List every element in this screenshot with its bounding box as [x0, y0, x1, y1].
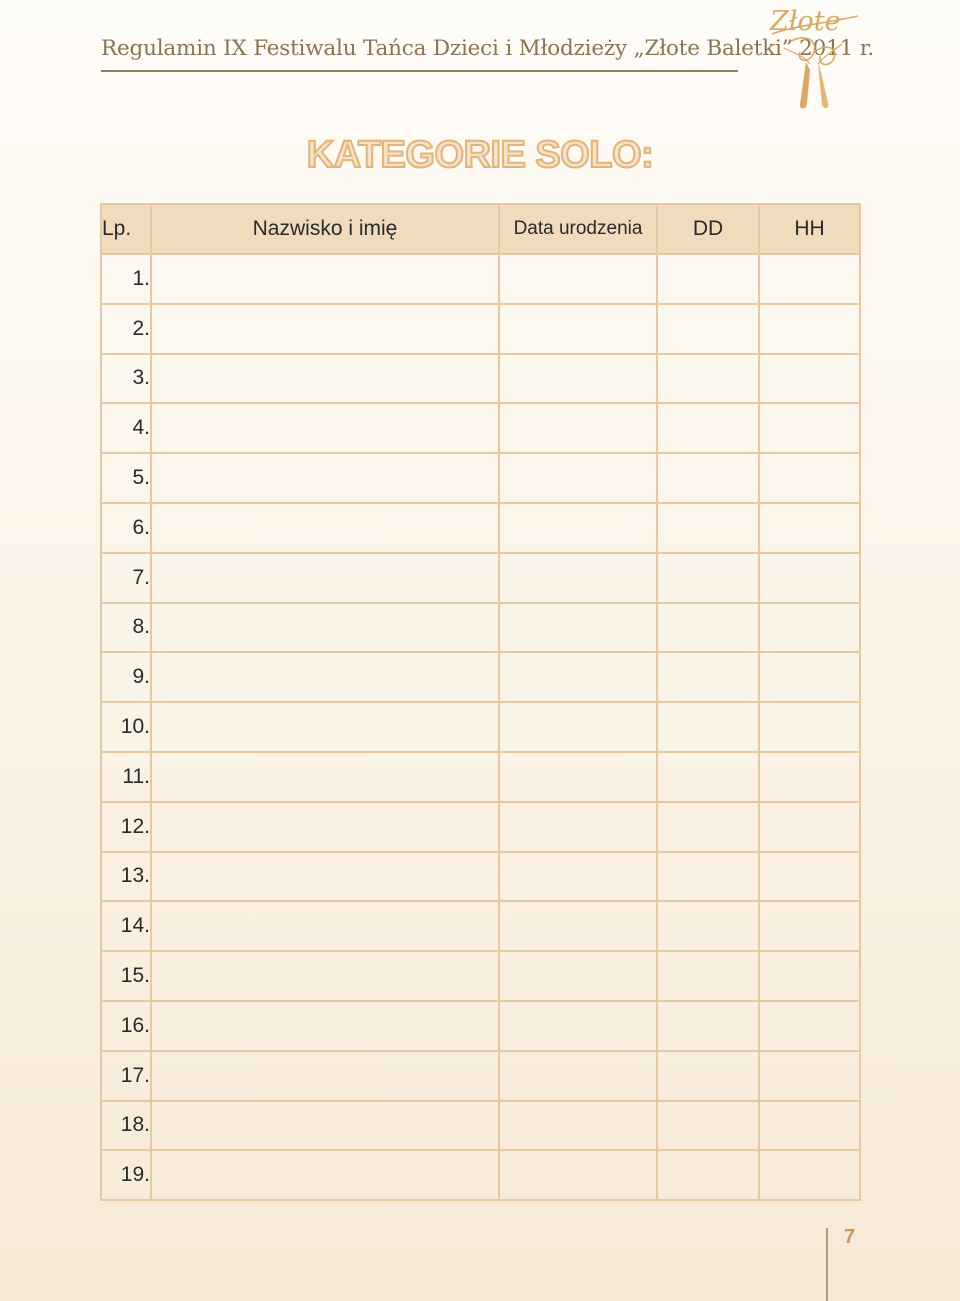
table-row — [101, 901, 860, 951]
birthdate-input-cell[interactable] — [499, 852, 657, 902]
birthdate-input-cell[interactable] — [499, 951, 657, 1001]
birthdate-input-cell[interactable] — [499, 1101, 657, 1151]
dd-input-cell[interactable] — [657, 503, 759, 553]
row-number-cell: 12. — [101, 802, 151, 852]
section-title: KATEGORIE SOLO: — [306, 134, 654, 176]
birthdate-input-cell[interactable] — [499, 652, 657, 702]
header-divider — [101, 70, 738, 72]
dd-input-cell[interactable] — [657, 802, 759, 852]
dd-input-cell[interactable] — [657, 1150, 759, 1200]
table-row — [101, 752, 860, 802]
hh-input-cell[interactable] — [759, 1150, 860, 1200]
dd-input-cell[interactable] — [657, 453, 759, 503]
table-row — [101, 603, 860, 653]
dd-input-cell[interactable] — [657, 304, 759, 354]
ballet-shoes-logo-icon — [762, 4, 866, 112]
dd-input-cell[interactable] — [657, 901, 759, 951]
row-number-cell: 11. — [101, 752, 151, 802]
row-number-cell: 9. — [101, 652, 151, 702]
name-input-cell[interactable] — [151, 752, 499, 802]
name-input-cell[interactable] — [151, 852, 499, 902]
row-number-cell: 4. — [101, 403, 151, 453]
name-input-cell[interactable] — [151, 304, 499, 354]
name-input-cell[interactable] — [151, 951, 499, 1001]
dd-input-cell[interactable] — [657, 254, 759, 304]
table-row — [101, 304, 860, 354]
birthdate-input-cell[interactable] — [499, 354, 657, 404]
table-row — [101, 503, 860, 553]
page-number: 7 — [844, 1226, 856, 1248]
column-header-birthdate: Data urodzenia — [499, 204, 657, 254]
footer-divider — [826, 1228, 828, 1301]
table-row — [101, 1101, 860, 1151]
dd-input-cell[interactable] — [657, 553, 759, 603]
dd-input-cell[interactable] — [657, 1001, 759, 1051]
name-input-cell[interactable] — [151, 354, 499, 404]
table-row — [101, 403, 860, 453]
name-input-cell[interactable] — [151, 254, 499, 304]
row-number-cell: 2. — [101, 304, 151, 354]
dd-input-cell[interactable] — [657, 354, 759, 404]
row-number-cell: 5. — [101, 453, 151, 503]
hh-input-cell[interactable] — [759, 254, 860, 304]
row-number-cell: 16. — [101, 1001, 151, 1051]
dd-input-cell[interactable] — [657, 403, 759, 453]
hh-input-cell[interactable] — [759, 752, 860, 802]
name-input-cell[interactable] — [151, 901, 499, 951]
birthdate-input-cell[interactable] — [499, 553, 657, 603]
table-row — [101, 652, 860, 702]
hh-input-cell[interactable] — [759, 603, 860, 653]
column-header-lp: Lp. — [101, 204, 151, 254]
birthdate-input-cell[interactable] — [499, 453, 657, 503]
table-row — [101, 951, 860, 1001]
hh-input-cell[interactable] — [759, 852, 860, 902]
dd-input-cell[interactable] — [657, 852, 759, 902]
name-input-cell[interactable] — [151, 1001, 499, 1051]
row-number-cell: 8. — [101, 603, 151, 653]
birthdate-input-cell[interactable] — [499, 603, 657, 653]
dd-input-cell[interactable] — [657, 702, 759, 752]
birthdate-input-cell[interactable] — [499, 304, 657, 354]
logo-text: Złote — [770, 6, 841, 37]
column-header-dd: DD — [657, 204, 759, 254]
birthdate-input-cell[interactable] — [499, 702, 657, 752]
hh-input-cell[interactable] — [759, 702, 860, 752]
row-number-cell: 7. — [101, 553, 151, 603]
row-number-cell: 19. — [101, 1150, 151, 1200]
birthdate-input-cell[interactable] — [499, 1051, 657, 1101]
row-number-cell: 3. — [101, 354, 151, 404]
table-row — [101, 852, 860, 902]
table-row — [101, 254, 860, 304]
dd-input-cell[interactable] — [657, 951, 759, 1001]
table-row — [101, 702, 860, 752]
table-row — [101, 802, 860, 852]
name-input-cell[interactable] — [151, 553, 499, 603]
name-input-cell[interactable] — [151, 1150, 499, 1200]
hh-input-cell[interactable] — [759, 453, 860, 503]
column-header-name: Nazwisko i imię — [151, 204, 499, 254]
hh-input-cell[interactable] — [759, 1001, 860, 1051]
dd-input-cell[interactable] — [657, 1051, 759, 1101]
name-input-cell[interactable] — [151, 652, 499, 702]
table-row — [101, 354, 860, 404]
birthdate-input-cell[interactable] — [499, 254, 657, 304]
dd-input-cell[interactable] — [657, 752, 759, 802]
birthdate-input-cell[interactable] — [499, 752, 657, 802]
hh-input-cell[interactable] — [759, 1101, 860, 1151]
row-number-cell: 18. — [101, 1101, 151, 1151]
dd-input-cell[interactable] — [657, 603, 759, 653]
name-input-cell[interactable] — [151, 802, 499, 852]
hh-input-cell[interactable] — [759, 304, 860, 354]
birthdate-input-cell[interactable] — [499, 802, 657, 852]
hh-input-cell[interactable] — [759, 951, 860, 1001]
hh-input-cell[interactable] — [759, 901, 860, 951]
name-input-cell[interactable] — [151, 1101, 499, 1151]
row-number-cell: 13. — [101, 852, 151, 902]
document-header-title: Regulamin IX Festiwalu Tańca Dzieci i Młodzieży „Złote Baletki” 2011 r. — [101, 36, 875, 61]
hh-input-cell[interactable] — [759, 553, 860, 603]
name-input-cell[interactable] — [151, 603, 499, 653]
row-number-cell: 15. — [101, 951, 151, 1001]
table-header-row — [101, 204, 860, 254]
hh-input-cell[interactable] — [759, 1051, 860, 1101]
name-input-cell[interactable] — [151, 1051, 499, 1101]
hh-input-cell[interactable] — [759, 802, 860, 852]
hh-input-cell[interactable] — [759, 652, 860, 702]
table-row — [101, 553, 860, 603]
table-row — [101, 1001, 860, 1051]
birthdate-input-cell[interactable] — [499, 503, 657, 553]
row-number-cell: 17. — [101, 1051, 151, 1101]
birthdate-input-cell[interactable] — [499, 403, 657, 453]
name-input-cell[interactable] — [151, 403, 499, 453]
dd-input-cell[interactable] — [657, 652, 759, 702]
hh-input-cell[interactable] — [759, 354, 860, 404]
name-input-cell[interactable] — [151, 503, 499, 553]
name-input-cell[interactable] — [151, 453, 499, 503]
hh-input-cell[interactable] — [759, 403, 860, 453]
birthdate-input-cell[interactable] — [499, 901, 657, 951]
column-header-hh: HH — [759, 204, 860, 254]
hh-input-cell[interactable] — [759, 503, 860, 553]
row-number-cell: 6. — [101, 503, 151, 553]
dd-input-cell[interactable] — [657, 1101, 759, 1151]
solo-category-table — [100, 203, 861, 1201]
table-row — [101, 453, 860, 503]
row-number-cell: 10. — [101, 702, 151, 752]
birthdate-input-cell[interactable] — [499, 1001, 657, 1051]
row-number-cell: 14. — [101, 901, 151, 951]
row-number-cell: 1. — [101, 254, 151, 304]
name-input-cell[interactable] — [151, 702, 499, 752]
birthdate-input-cell[interactable] — [499, 1150, 657, 1200]
table-row — [101, 1051, 860, 1101]
table-row — [101, 1150, 860, 1200]
